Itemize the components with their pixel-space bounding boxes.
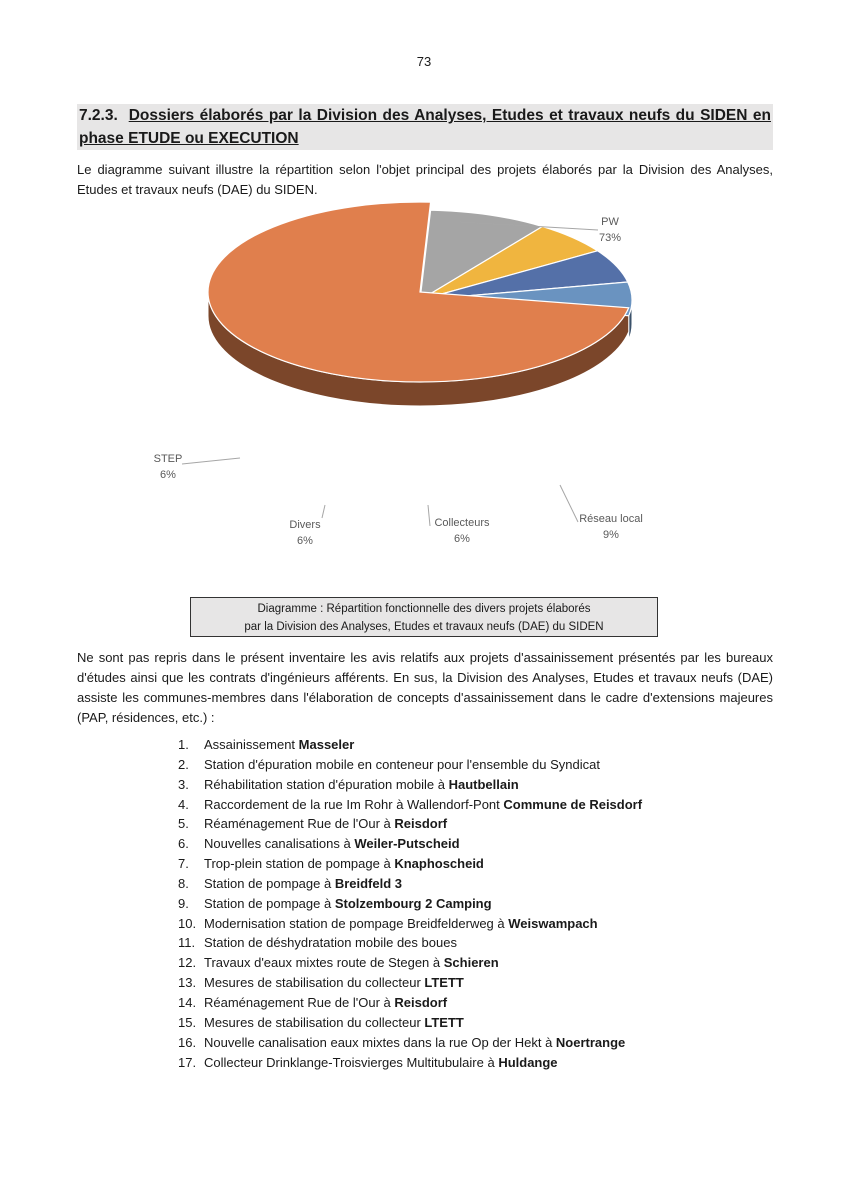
list-item-number: 7. bbox=[178, 856, 189, 872]
list-item bbox=[170, 834, 730, 854]
list-item-text: Station de pompage à bbox=[204, 875, 335, 891]
list-item-place: Schieren bbox=[443, 955, 499, 971]
list-item-text: Collecteur Drinklange-Troisvierges Multitubulaire à bbox=[204, 1054, 499, 1070]
list-item-text: Raccordement de la rue Im Rohr à Wallendorf-Pont bbox=[204, 796, 504, 812]
list-item-place: Huldange bbox=[498, 1054, 558, 1070]
list-item-place: LTETT bbox=[424, 1014, 464, 1030]
list-item-text: Trop-plein station de pompage à bbox=[204, 856, 395, 872]
list-item-text: Nouvelles canalisations à bbox=[204, 836, 355, 852]
list-item-number: 10. bbox=[178, 915, 197, 931]
list-item-text: Réaménagement Rue de l'Our à bbox=[204, 994, 395, 1010]
slice-value-r-seau-local: 9% bbox=[603, 529, 619, 541]
slice-value-collecteurs: 6% bbox=[454, 533, 470, 545]
list-item-number: 11. bbox=[178, 935, 196, 951]
list-item-number: 2. bbox=[178, 756, 189, 772]
list-item-place: Knaphoscheid bbox=[394, 856, 484, 872]
pie-chart bbox=[0, 200, 848, 570]
section-title: Dossiers élaborés par la Division des Analyses, Etudes et travaux neufs du SIDEN en phase ETUDE ou EXECUTION bbox=[79, 107, 771, 147]
section-heading bbox=[77, 104, 773, 150]
slice-label-r-seau-local: Réseau local bbox=[579, 513, 643, 525]
list-item-place: LTETT bbox=[424, 975, 464, 991]
caption-line-1: Diagramme : Répartition fonctionnelle des divers projets élaborés bbox=[257, 603, 591, 615]
list-item-number: 8. bbox=[178, 875, 189, 891]
list-item-number: 15. bbox=[178, 1014, 197, 1030]
list-item-place: Reisdorf bbox=[394, 816, 448, 832]
pie-tops bbox=[208, 202, 632, 382]
list-item-place: Breidfeld 3 bbox=[334, 875, 403, 891]
list-item-number: 14. bbox=[178, 994, 197, 1010]
leader-line-divers bbox=[322, 505, 325, 518]
list-item-place: Reisdorf bbox=[394, 994, 448, 1010]
slice-label-divers: Divers bbox=[289, 519, 321, 531]
list-item-text: Réhabilitation station d'épuration mobile à bbox=[204, 776, 449, 792]
list-item-number: 4. bbox=[178, 796, 189, 812]
list-item bbox=[170, 973, 730, 993]
list-item-text: Station de déshydratation mobile des boues bbox=[204, 935, 457, 951]
list-item bbox=[170, 814, 730, 834]
leader-line-collecteurs bbox=[428, 505, 430, 526]
list-item bbox=[170, 1053, 730, 1073]
list-item-place: Commune de Reisdorf bbox=[503, 796, 643, 812]
list-item-number: 1. bbox=[178, 737, 189, 752]
list-item bbox=[170, 1033, 730, 1053]
list-item-text: Station de pompage à bbox=[204, 895, 335, 911]
list-item-number: 6. bbox=[178, 836, 189, 852]
list-item-place: Noertrange bbox=[555, 1034, 626, 1050]
list-item bbox=[170, 854, 730, 874]
list-item-text: Assainissement bbox=[204, 737, 299, 752]
list-item bbox=[170, 1013, 730, 1033]
list-item bbox=[170, 993, 730, 1013]
list-item bbox=[170, 874, 730, 894]
list-item bbox=[170, 933, 730, 953]
list-item bbox=[170, 735, 730, 755]
slice-label-step: STEP bbox=[153, 453, 183, 465]
list-item-number: 12. bbox=[178, 955, 197, 971]
list-item-number: 17. bbox=[178, 1054, 197, 1070]
list-item-number: 5. bbox=[178, 816, 189, 832]
list-item-text: Station d'épuration mobile en conteneur pour l'ensemble du Syndicat bbox=[204, 756, 600, 772]
list-item-place: Masseler bbox=[298, 737, 355, 752]
list-item-number: 16. bbox=[178, 1034, 197, 1050]
list-item-text: Nouvelle canalisation eaux mixtes dans la rue Op der Hekt à bbox=[204, 1034, 556, 1050]
list-item bbox=[170, 914, 730, 934]
slice-label-pw: PW bbox=[601, 216, 619, 228]
list-item-text: Mesures de stabilisation du collecteur bbox=[204, 975, 425, 991]
list-item bbox=[170, 775, 730, 795]
leader-line-r-seau-local bbox=[560, 485, 578, 522]
list-item bbox=[170, 953, 730, 973]
list-item-text: Réaménagement Rue de l'Our à bbox=[204, 816, 395, 832]
list-item bbox=[170, 755, 730, 775]
list-item bbox=[170, 795, 730, 815]
list-item-text: Mesures de stabilisation du collecteur bbox=[204, 1014, 425, 1030]
chart-caption bbox=[190, 597, 658, 637]
slice-value-pw: 73% bbox=[598, 232, 622, 244]
slice-value-step: 6% bbox=[160, 469, 176, 481]
list-item-number: 13. bbox=[178, 975, 197, 991]
intro-paragraph: Le diagramme suivant illustre la répartition selon l'objet principal des projets élaborés par la Division des Analyses, Etudes et travaux neufs (DAE) du SIDEN. bbox=[77, 162, 773, 197]
list-item-place: Weiswampach bbox=[508, 915, 598, 931]
section-number: 7.2.3. bbox=[79, 107, 118, 124]
leader-line-step bbox=[182, 458, 240, 464]
list-item-text: Travaux d'eaux mixtes route de Stegen à bbox=[204, 955, 444, 971]
list-item bbox=[170, 894, 730, 914]
slice-value-divers: 6% bbox=[297, 535, 313, 547]
list-item-place: Hautbellain bbox=[448, 776, 519, 792]
list-item-place: Weiler-Putscheid bbox=[354, 836, 460, 852]
list-item-number: 3. bbox=[178, 776, 189, 792]
pie-chart-svg bbox=[0, 200, 848, 570]
list-item-number: 9. bbox=[178, 895, 189, 911]
list-item-text: Modernisation station de pompage Breidfelderweg à bbox=[204, 915, 509, 931]
page-number: 73 bbox=[416, 54, 432, 69]
list-item-place: Stolzembourg 2 Camping bbox=[334, 895, 492, 911]
body-paragraph: Ne sont pas repris dans le présent inventaire les avis relatifs aux projets d'assainissement présentés par les bureaux d'études ainsi que les contrats d'ingénieurs afférents. En sus, la Division des Analyses, Etudes et travaux neufs (DAE) assiste les communes-membres dans l'élaboration de concepts d'assainissement dans le cadre d'extensions majeures (PAP, résidences, etc.) : bbox=[77, 650, 773, 725]
project-list bbox=[170, 735, 730, 1072]
caption-line-2: par la Division des Analyses, Etudes et travaux neufs (DAE) du SIDEN bbox=[244, 621, 604, 633]
slice-label-collecteurs: Collecteurs bbox=[434, 517, 490, 529]
